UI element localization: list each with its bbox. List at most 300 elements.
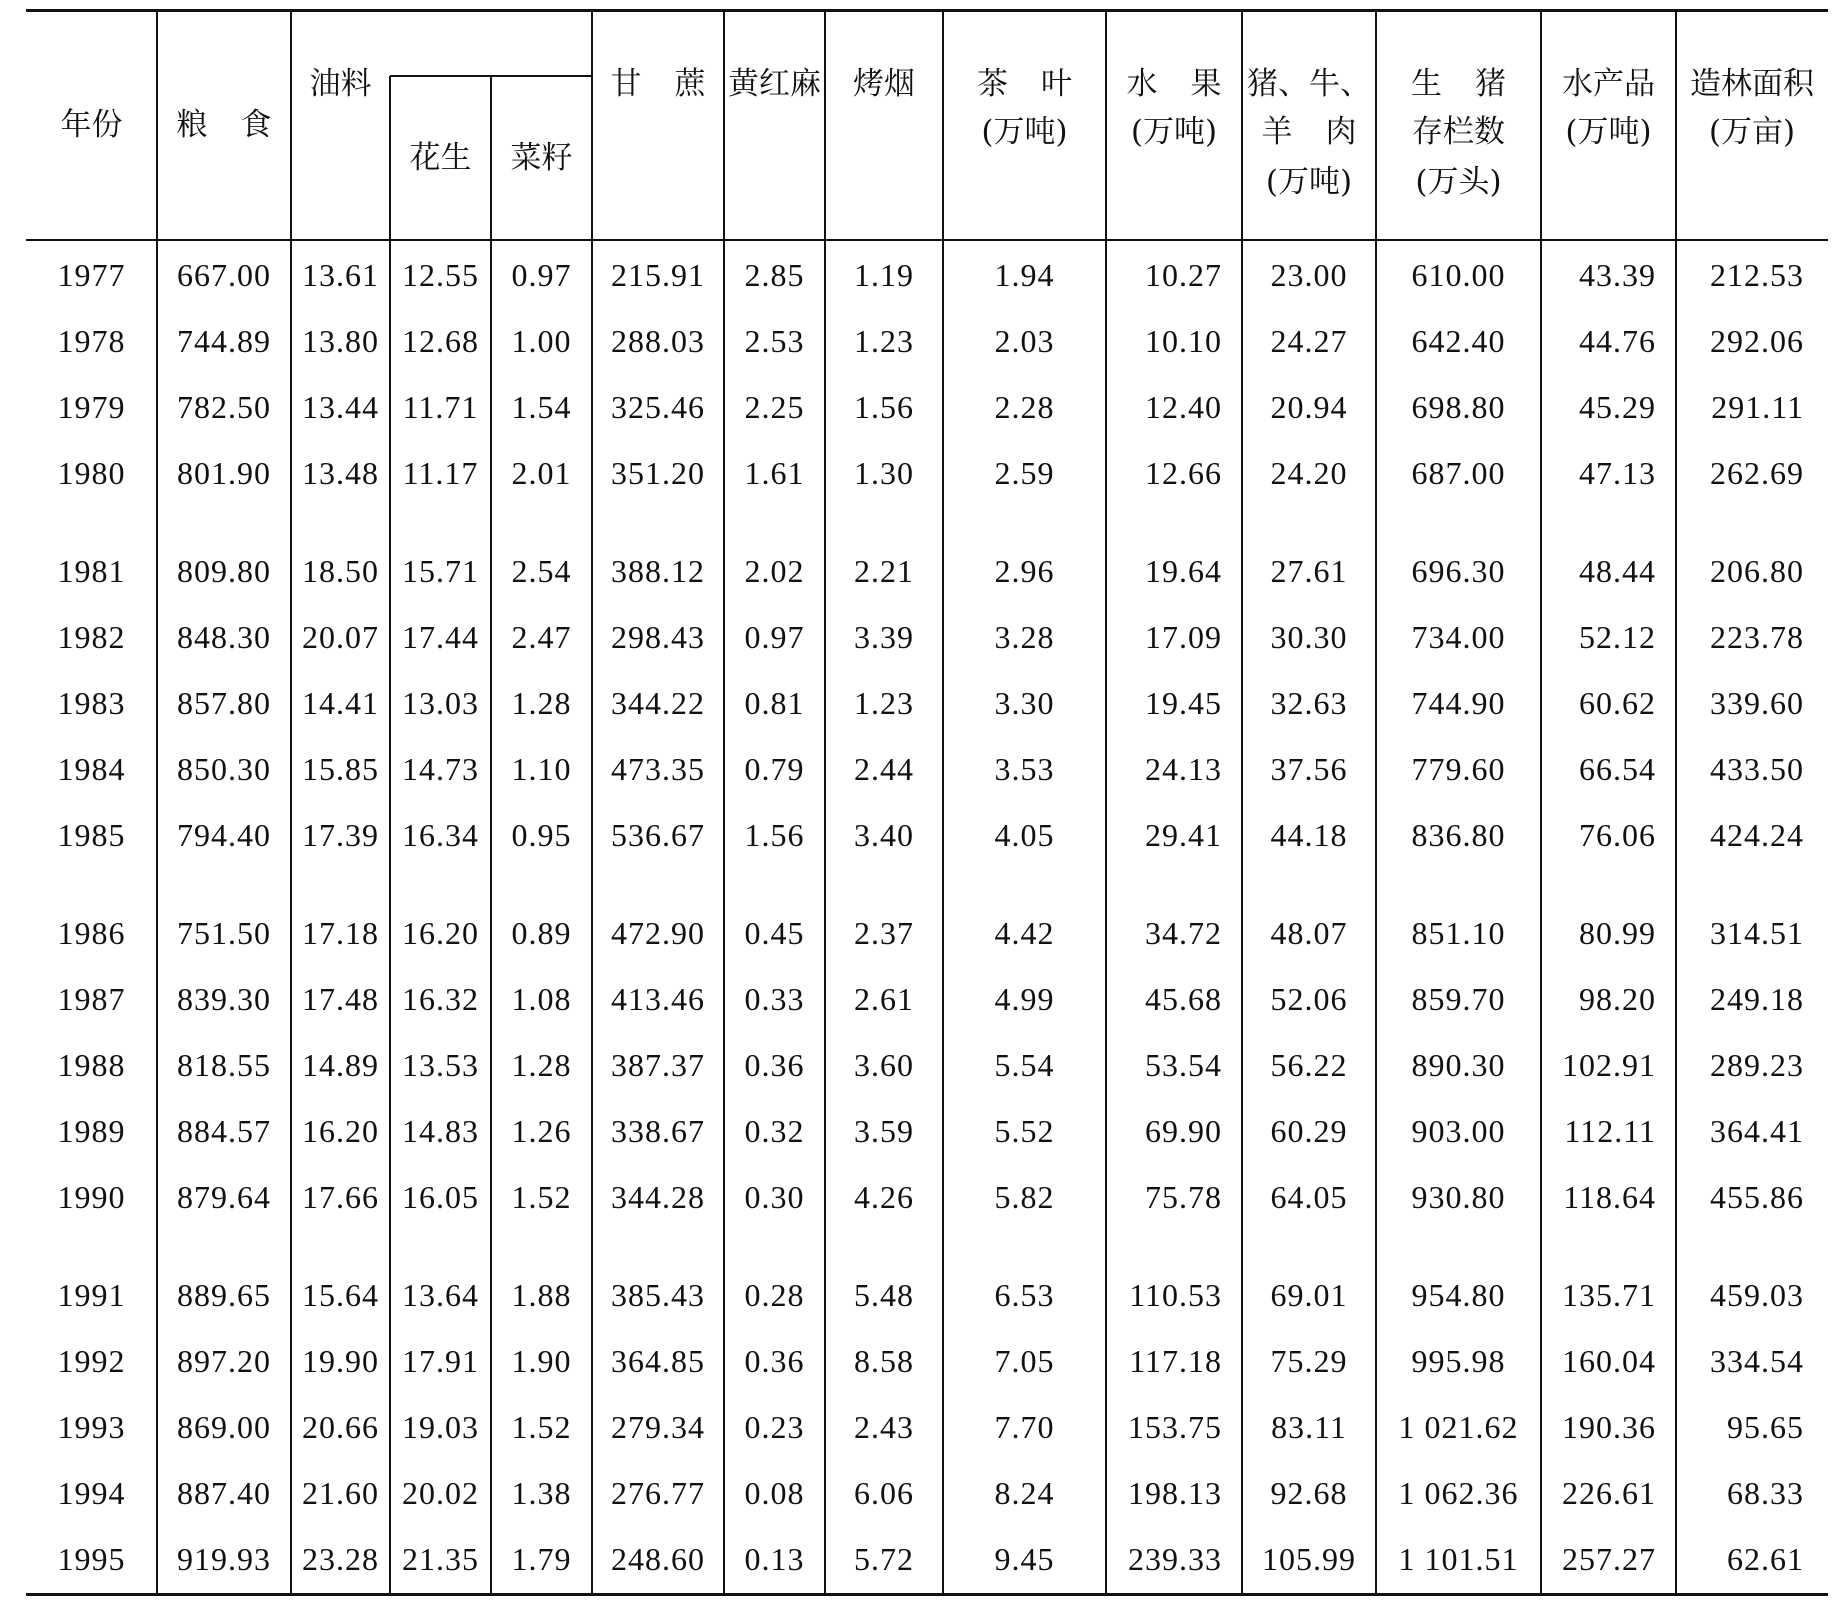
cell-tobacco: 2.21	[854, 553, 914, 589]
cell-jute-kenaf: 0.33	[744, 981, 805, 1017]
cell-tea: 4.99	[994, 981, 1055, 1017]
cell-peanut: 20.02	[402, 1475, 479, 1511]
cell-tobacco: 2.37	[854, 915, 914, 951]
cell-grain: 839.30	[177, 981, 271, 1017]
cell-fruit: 110.53	[1129, 1277, 1222, 1313]
cell-tobacco: 2.43	[854, 1409, 914, 1445]
cell-meat: 69.01	[1270, 1277, 1348, 1313]
header-meat-line2: 羊 肉	[1261, 114, 1357, 150]
cell-grain: 889.65	[177, 1277, 271, 1313]
cell-aquatic: 76.06	[1579, 817, 1656, 853]
cell-afforestation: 223.78	[1710, 619, 1804, 655]
cell-year: 1982	[57, 619, 126, 655]
cell-oilseeds: 17.18	[302, 915, 379, 951]
cell-fruit: 34.72	[1145, 915, 1222, 951]
cell-jute-kenaf: 0.97	[744, 619, 805, 655]
cell-jute-kenaf: 0.08	[744, 1475, 805, 1511]
cell-hogs: 995.98	[1411, 1343, 1506, 1379]
cell-sugarcane: 351.20	[611, 455, 705, 491]
header-peanut: 花生	[409, 140, 472, 176]
cell-grain: 667.00	[177, 257, 271, 293]
cell-jute-kenaf: 0.30	[744, 1179, 805, 1215]
cell-meat: 52.06	[1270, 981, 1348, 1017]
cell-rapeseed: 2.47	[511, 619, 572, 655]
cell-peanut: 19.03	[402, 1409, 479, 1445]
cell-hogs: 851.10	[1411, 915, 1506, 951]
header-sugarcane: 甘 蔗	[610, 66, 706, 102]
cell-aquatic: 118.64	[1563, 1179, 1656, 1215]
table-row	[0, 1328, 1845, 1394]
cell-rapeseed: 0.97	[511, 257, 572, 293]
table-row	[0, 242, 1845, 308]
cell-fruit: 53.54	[1145, 1047, 1222, 1083]
cell-peanut: 16.20	[402, 915, 479, 951]
cell-year: 1989	[57, 1113, 126, 1149]
cell-afforestation: 455.86	[1710, 1179, 1804, 1215]
cell-hogs: 779.60	[1411, 751, 1506, 787]
cell-rapeseed: 1.10	[511, 751, 572, 787]
cell-fruit: 17.09	[1145, 619, 1222, 655]
header-meat-line1: 猪、牛、	[1247, 66, 1371, 102]
cell-aquatic: 112.11	[1564, 1113, 1656, 1149]
cell-tea: 3.53	[994, 751, 1055, 787]
cell-tea: 3.28	[994, 619, 1055, 655]
cell-peanut: 16.32	[402, 981, 479, 1017]
cell-aquatic: 43.39	[1579, 257, 1656, 293]
cell-sugarcane: 344.28	[611, 1179, 705, 1215]
rule-header-bottom	[26, 239, 1828, 241]
cell-afforestation: 262.69	[1710, 455, 1804, 491]
cell-aquatic: 66.54	[1579, 751, 1656, 787]
cell-grain: 850.30	[177, 751, 271, 787]
cell-jute-kenaf: 0.28	[744, 1277, 805, 1313]
cell-grain: 782.50	[177, 389, 271, 425]
header-tea-name: 茶 叶	[976, 66, 1073, 102]
cell-fruit: 117.18	[1129, 1343, 1222, 1379]
cell-meat: 23.00	[1270, 257, 1348, 293]
cell-jute-kenaf: 2.85	[744, 257, 805, 293]
cell-tea: 5.54	[994, 1047, 1055, 1083]
header-fruit-unit: (万吨)	[1130, 114, 1218, 150]
cell-jute-kenaf: 0.23	[744, 1409, 805, 1445]
cell-grain: 887.40	[177, 1475, 271, 1511]
header-jute-kenaf: 黄红麻	[728, 66, 821, 102]
cell-meat: 32.63	[1270, 685, 1348, 721]
cell-meat: 105.99	[1262, 1541, 1356, 1577]
table-row	[0, 308, 1845, 374]
cell-oilseeds: 21.60	[302, 1475, 379, 1511]
table-row	[0, 1394, 1845, 1460]
cell-aquatic: 44.76	[1579, 323, 1656, 359]
cell-jute-kenaf: 0.45	[744, 915, 805, 951]
cell-oilseeds: 20.07	[302, 619, 379, 655]
header-aquatic-name: 水产品	[1562, 66, 1655, 102]
cell-year: 1987	[57, 981, 126, 1017]
cell-fruit: 10.27	[1145, 257, 1222, 293]
header-year: 年份	[60, 107, 123, 143]
header-grain: 粮 食	[176, 107, 272, 143]
cell-hogs: 698.80	[1411, 389, 1506, 425]
cell-sugarcane: 276.77	[611, 1475, 705, 1511]
cell-aquatic: 45.29	[1579, 389, 1656, 425]
cell-oilseeds: 15.64	[302, 1277, 379, 1313]
cell-afforestation: 62.61	[1727, 1541, 1804, 1577]
cell-tobacco: 5.72	[854, 1541, 914, 1577]
cell-jute-kenaf: 0.32	[744, 1113, 805, 1149]
table-row	[0, 374, 1845, 440]
cell-meat: 48.07	[1270, 915, 1348, 951]
cell-peanut: 17.44	[402, 619, 479, 655]
cell-tea: 2.03	[994, 323, 1055, 359]
table-row	[0, 900, 1845, 966]
cell-peanut: 12.68	[402, 323, 479, 359]
cell-year: 1988	[57, 1047, 126, 1083]
cell-meat: 75.29	[1270, 1343, 1348, 1379]
cell-grain: 869.00	[177, 1409, 271, 1445]
cell-peanut: 13.03	[402, 685, 479, 721]
header-aquatic-unit: (万吨)	[1565, 114, 1652, 150]
cell-fruit: 19.64	[1145, 553, 1222, 589]
cell-afforestation: 459.03	[1710, 1277, 1804, 1313]
cell-hogs: 954.80	[1411, 1277, 1506, 1313]
cell-tea: 3.30	[994, 685, 1055, 721]
cell-jute-kenaf: 2.53	[744, 323, 805, 359]
cell-tea: 4.42	[994, 915, 1055, 951]
cell-tea: 2.59	[994, 455, 1055, 491]
table-row	[0, 1164, 1845, 1230]
cell-peanut: 11.17	[402, 455, 479, 491]
table-row	[0, 1098, 1845, 1164]
header-rapeseed: 菜籽	[510, 140, 573, 176]
cell-tea: 2.96	[994, 553, 1055, 589]
cell-meat: 44.18	[1270, 817, 1348, 853]
cell-peanut: 21.35	[402, 1541, 479, 1577]
cell-sugarcane: 215.91	[611, 257, 705, 293]
cell-peanut: 14.73	[402, 751, 479, 787]
cell-hogs: 696.30	[1411, 553, 1506, 589]
cell-tobacco: 1.19	[854, 257, 914, 293]
cell-hogs: 1 021.62	[1398, 1409, 1519, 1445]
cell-aquatic: 60.62	[1579, 685, 1656, 721]
cell-hogs: 610.00	[1411, 257, 1506, 293]
cell-grain: 884.57	[177, 1113, 271, 1149]
cell-meat: 27.61	[1270, 553, 1348, 589]
cell-jute-kenaf: 2.02	[744, 553, 805, 589]
cell-oilseeds: 17.39	[302, 817, 379, 853]
cell-fruit: 75.78	[1145, 1179, 1222, 1215]
cell-sugarcane: 413.46	[611, 981, 705, 1017]
cell-year: 1977	[57, 257, 126, 293]
cell-peanut: 13.64	[402, 1277, 479, 1313]
cell-afforestation: 249.18	[1710, 981, 1804, 1017]
rule-bottom	[26, 1593, 1828, 1596]
cell-afforestation: 95.65	[1727, 1409, 1804, 1445]
cell-hogs: 687.00	[1411, 455, 1506, 491]
cell-grain: 848.30	[177, 619, 271, 655]
cell-jute-kenaf: 0.36	[744, 1047, 805, 1083]
cell-oilseeds: 20.66	[302, 1409, 379, 1445]
cell-year: 1992	[57, 1343, 126, 1379]
cell-aquatic: 52.12	[1579, 619, 1656, 655]
cell-tea: 8.24	[994, 1475, 1055, 1511]
cell-jute-kenaf: 0.79	[744, 751, 805, 787]
cell-tea: 6.53	[994, 1277, 1055, 1313]
cell-rapeseed: 1.90	[511, 1343, 572, 1379]
cell-rapeseed: 1.88	[511, 1277, 572, 1313]
cell-fruit: 69.90	[1145, 1113, 1222, 1149]
cell-year: 1995	[57, 1541, 126, 1577]
header-afforestation-name: 造林面积	[1690, 66, 1814, 102]
cell-peanut: 14.83	[402, 1113, 479, 1149]
cell-rapeseed: 0.89	[511, 915, 572, 951]
cell-rapeseed: 1.52	[511, 1409, 572, 1445]
cell-afforestation: 292.06	[1710, 323, 1804, 359]
cell-rapeseed: 1.79	[511, 1541, 572, 1577]
cell-hogs: 903.00	[1411, 1113, 1506, 1149]
cell-meat: 92.68	[1270, 1475, 1348, 1511]
cell-aquatic: 226.61	[1562, 1475, 1656, 1511]
cell-year: 1991	[57, 1277, 126, 1313]
cell-grain: 809.80	[177, 553, 271, 589]
cell-afforestation: 68.33	[1727, 1475, 1804, 1511]
cell-rapeseed: 1.38	[511, 1475, 572, 1511]
cell-afforestation: 424.24	[1710, 817, 1804, 853]
table-row	[0, 1460, 1845, 1526]
cell-oilseeds: 17.48	[302, 981, 379, 1017]
cell-tea: 5.82	[994, 1179, 1055, 1215]
cell-oilseeds: 16.20	[302, 1113, 379, 1149]
cell-sugarcane: 387.37	[611, 1047, 705, 1083]
cell-tea: 4.05	[994, 817, 1055, 853]
header-oilseeds: 油料	[309, 66, 372, 102]
cell-year: 1978	[57, 323, 126, 359]
cell-year: 1980	[57, 455, 126, 491]
cell-tobacco: 3.59	[854, 1113, 914, 1149]
cell-meat: 83.11	[1271, 1409, 1347, 1445]
cell-tobacco: 3.40	[854, 817, 914, 853]
cell-grain: 897.20	[177, 1343, 271, 1379]
cell-meat: 30.30	[1270, 619, 1348, 655]
cell-fruit: 29.41	[1145, 817, 1222, 853]
cell-peanut: 16.05	[402, 1179, 479, 1215]
cell-rapeseed: 1.28	[511, 1047, 572, 1083]
cell-afforestation: 364.41	[1710, 1113, 1804, 1149]
cell-tobacco: 1.56	[854, 389, 914, 425]
cell-fruit: 19.45	[1145, 685, 1222, 721]
cell-tobacco: 8.58	[854, 1343, 914, 1379]
cell-tobacco: 4.26	[854, 1179, 914, 1215]
cell-year: 1983	[57, 685, 126, 721]
cell-rapeseed: 0.95	[511, 817, 572, 853]
cell-fruit: 239.33	[1128, 1541, 1222, 1577]
cell-tea: 7.70	[994, 1409, 1055, 1445]
cell-rapeseed: 2.54	[511, 553, 572, 589]
cell-tea: 7.05	[994, 1343, 1055, 1379]
cell-oilseeds: 13.44	[302, 389, 379, 425]
cell-sugarcane: 385.43	[611, 1277, 705, 1313]
header-hogs-line2: 存栏数	[1412, 114, 1505, 150]
cell-afforestation: 339.60	[1710, 685, 1804, 721]
cell-sugarcane: 536.67	[611, 817, 705, 853]
cell-sugarcane: 298.43	[611, 619, 705, 655]
cell-tobacco: 1.30	[854, 455, 914, 491]
cell-grain: 744.89	[177, 323, 271, 359]
table-row	[0, 1262, 1845, 1328]
cell-sugarcane: 325.46	[611, 389, 705, 425]
cell-tea: 9.45	[994, 1541, 1055, 1577]
cell-sugarcane: 472.90	[611, 915, 705, 951]
cell-afforestation: 206.80	[1710, 553, 1804, 589]
cell-rapeseed: 2.01	[511, 455, 572, 491]
cell-peanut: 17.91	[402, 1343, 479, 1379]
cell-tobacco: 3.60	[854, 1047, 914, 1083]
cell-year: 1994	[57, 1475, 126, 1511]
cell-aquatic: 80.99	[1579, 915, 1656, 951]
cell-jute-kenaf: 1.56	[744, 817, 805, 853]
cell-grain: 919.93	[177, 1541, 271, 1577]
table-row	[0, 1032, 1845, 1098]
table-row	[0, 670, 1845, 736]
cell-jute-kenaf: 0.13	[744, 1541, 805, 1577]
cell-afforestation: 212.53	[1710, 257, 1804, 293]
cell-year: 1993	[57, 1409, 126, 1445]
cell-meat: 64.05	[1270, 1179, 1348, 1215]
cell-tobacco: 1.23	[854, 323, 914, 359]
cell-tobacco: 3.39	[854, 619, 914, 655]
cell-oilseeds: 18.50	[302, 553, 379, 589]
cell-hogs: 744.90	[1411, 685, 1506, 721]
table-row	[0, 1526, 1845, 1592]
cell-tobacco: 2.61	[854, 981, 914, 1017]
table-row	[0, 736, 1845, 802]
cell-fruit: 10.10	[1145, 323, 1222, 359]
cell-year: 1986	[57, 915, 126, 951]
cell-aquatic: 135.71	[1562, 1277, 1656, 1313]
header-hogs-unit: (万头)	[1415, 164, 1502, 200]
cell-oilseeds: 15.85	[302, 751, 379, 787]
cell-aquatic: 257.27	[1562, 1541, 1656, 1577]
cell-sugarcane: 288.03	[611, 323, 705, 359]
cell-tobacco: 5.48	[854, 1277, 914, 1313]
cell-grain: 794.40	[177, 817, 271, 853]
cell-oilseeds: 19.90	[302, 1343, 379, 1379]
cell-tobacco: 2.44	[854, 751, 914, 787]
cell-jute-kenaf: 2.25	[744, 389, 805, 425]
cell-oilseeds: 13.80	[302, 323, 379, 359]
cell-peanut: 12.55	[402, 257, 479, 293]
cell-hogs: 1 101.51	[1398, 1541, 1519, 1577]
cell-oilseeds: 23.28	[302, 1541, 379, 1577]
cell-tobacco: 1.23	[854, 685, 914, 721]
cell-sugarcane: 364.85	[611, 1343, 705, 1379]
cell-tea: 1.94	[994, 257, 1055, 293]
cell-rapeseed: 1.52	[511, 1179, 572, 1215]
cell-meat: 56.22	[1270, 1047, 1348, 1083]
cell-afforestation: 334.54	[1710, 1343, 1804, 1379]
cell-rapeseed: 1.26	[511, 1113, 572, 1149]
cell-tea: 2.28	[994, 389, 1055, 425]
cell-oilseeds: 13.48	[302, 455, 379, 491]
cell-sugarcane: 344.22	[611, 685, 705, 721]
cell-jute-kenaf: 0.81	[744, 685, 805, 721]
cell-grain: 751.50	[177, 915, 271, 951]
cell-tobacco: 6.06	[854, 1475, 914, 1511]
cell-meat: 60.29	[1270, 1113, 1348, 1149]
cell-afforestation: 289.23	[1710, 1047, 1804, 1083]
cell-aquatic: 47.13	[1579, 455, 1656, 491]
header-hogs-line1: 生 猪	[1410, 66, 1507, 102]
header-tea-unit: (万吨)	[981, 114, 1068, 150]
cell-hogs: 930.80	[1411, 1179, 1506, 1215]
cell-grain: 879.64	[177, 1179, 271, 1215]
cell-sugarcane: 279.34	[611, 1409, 705, 1445]
cell-rapeseed: 1.54	[511, 389, 572, 425]
cell-afforestation: 291.11	[1711, 389, 1804, 425]
cell-peanut: 15.71	[402, 553, 479, 589]
cell-fruit: 12.40	[1145, 389, 1222, 425]
cell-fruit: 24.13	[1145, 751, 1222, 787]
cell-peanut: 13.53	[402, 1047, 479, 1083]
cell-rapeseed: 1.08	[511, 981, 572, 1017]
cell-grain: 857.80	[177, 685, 271, 721]
cell-afforestation: 314.51	[1710, 915, 1804, 951]
cell-hogs: 734.00	[1411, 619, 1506, 655]
cell-aquatic: 98.20	[1579, 981, 1656, 1017]
cell-year: 1981	[57, 553, 126, 589]
cell-fruit: 198.13	[1128, 1475, 1222, 1511]
cell-jute-kenaf: 0.36	[744, 1343, 805, 1379]
table-row	[0, 802, 1845, 868]
table-row	[0, 604, 1845, 670]
cell-fruit: 45.68	[1145, 981, 1222, 1017]
cell-sugarcane: 248.60	[611, 1541, 705, 1577]
cell-year: 1979	[57, 389, 126, 425]
cell-aquatic: 102.91	[1562, 1047, 1656, 1083]
cell-hogs: 1 062.36	[1398, 1475, 1519, 1511]
cell-year: 1984	[57, 751, 126, 787]
cell-aquatic: 160.04	[1562, 1343, 1656, 1379]
cell-meat: 24.27	[1270, 323, 1348, 359]
header-tobacco: 烤烟	[853, 66, 915, 102]
cell-hogs: 642.40	[1411, 323, 1506, 359]
header-afforestation-unit: (万亩)	[1708, 114, 1796, 150]
table-row	[0, 440, 1845, 506]
cell-oilseeds: 14.41	[302, 685, 379, 721]
cell-rapeseed: 1.28	[511, 685, 572, 721]
rule-top	[26, 9, 1828, 12]
cell-year: 1990	[57, 1179, 126, 1215]
cell-peanut: 16.34	[402, 817, 479, 853]
cell-grain: 801.90	[177, 455, 271, 491]
cell-oilseeds: 13.61	[302, 257, 379, 293]
cell-fruit: 153.75	[1128, 1409, 1222, 1445]
cell-oilseeds: 17.66	[302, 1179, 379, 1215]
header-meat-unit: (万吨)	[1265, 164, 1353, 200]
cell-meat: 20.94	[1270, 389, 1348, 425]
cell-fruit: 12.66	[1145, 455, 1222, 491]
header-fruit-name: 水 果	[1126, 66, 1222, 102]
table-row	[0, 538, 1845, 604]
cell-hogs: 890.30	[1411, 1047, 1506, 1083]
cell-hogs: 859.70	[1411, 981, 1506, 1017]
cell-sugarcane: 473.35	[611, 751, 705, 787]
table-row	[0, 966, 1845, 1032]
cell-aquatic: 190.36	[1562, 1409, 1656, 1445]
cell-afforestation: 433.50	[1710, 751, 1804, 787]
cell-jute-kenaf: 1.61	[744, 455, 805, 491]
cell-peanut: 11.71	[402, 389, 479, 425]
cell-aquatic: 48.44	[1579, 553, 1656, 589]
